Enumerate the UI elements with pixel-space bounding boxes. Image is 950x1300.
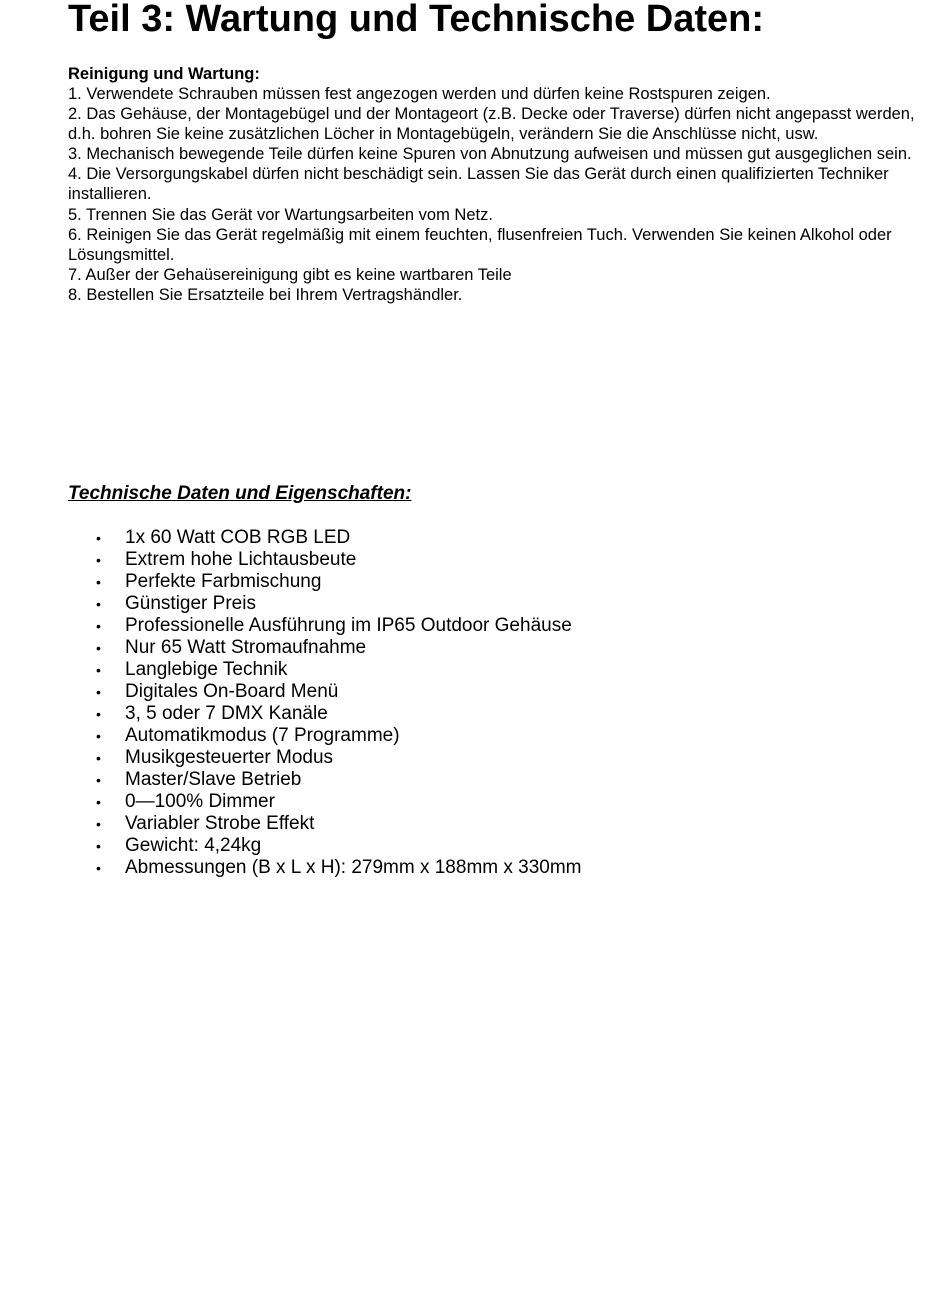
page-title: Teil 3: Wartung und Technische Daten: [68,0,765,40]
bullet-icon: • [96,530,101,546]
bullet-icon: • [96,552,101,568]
maintenance-item: 5. Trennen Sie das Gerät vor Wartungsarbeiten vom Netz. [68,205,493,224]
spec-item [68,725,582,747]
spec-item-text: Abmessungen (B x L x H): 279mm x 188mm x 330mm [125,857,582,878]
spec-item-text: 3, 5 oder 7 DMX Kanäle [125,703,328,724]
spec-item-text: Nur 65 Watt Stromaufnahme [125,637,367,658]
spec-item-text: Automatikmodus (7 Programme) [125,725,400,746]
spec-item-text: 1x 60 Watt COB RGB LED [125,527,351,548]
spec-item [68,527,582,549]
bullet-icon: • [96,860,101,876]
maintenance-list [68,84,928,305]
bullet-icon: • [96,706,101,722]
spec-item [68,549,582,571]
specs-heading: Technische Daten und Eigenschaften: [68,483,412,504]
bullet-icon: • [96,728,101,744]
maintenance-item: 8. Bestellen Sie Ersatzteile bei Ihrem Vertragshändler. [68,285,463,304]
specs-list [68,527,582,879]
spec-item-text: Extrem hohe Lichtausbeute [125,549,357,570]
bullet-icon: • [96,618,101,634]
spec-item [68,813,582,835]
spec-item [68,769,582,791]
spec-item-text: Musikgesteuerter Modus [125,747,334,768]
spec-item-text: Günstiger Preis [125,593,256,614]
maintenance-item: 3. Mechanisch bewegende Teile dürfen keine Spuren von Abnutzung aufweisen und müssen gut ausgeglichen sein. [68,145,912,164]
spec-item [68,593,582,615]
spec-item [68,857,582,879]
document-page [68,0,928,878]
bullet-icon: • [96,794,101,810]
bullet-icon: • [96,772,101,788]
bullet-icon: • [96,574,101,590]
spec-item-text: Digitales On-Board Menü [125,681,339,702]
spec-item-text: 0—100% Dimmer [125,791,275,812]
bullet-icon: • [96,596,101,612]
spec-item-text: Perfekte Farbmischung [125,571,322,592]
bullet-icon: • [96,816,101,832]
spec-item [68,747,582,769]
bullet-icon: • [96,662,101,678]
bullet-icon: • [96,640,101,656]
bullet-icon: • [96,750,101,766]
spec-item-text: Langlebige Technik [125,659,288,680]
maintenance-item: 7. Außer der Gehaüsereinigung gibt es keine wartbaren Teile [68,265,512,284]
spec-item [68,791,582,813]
spec-item [68,835,582,857]
maintenance-heading: Reinigung und Wartung: [68,65,260,83]
spec-item [68,703,582,725]
spec-item-text: Gewicht: 4,24kg [125,835,262,856]
spec-item [68,659,582,681]
spec-item [68,637,582,659]
spec-item-text: Master/Slave Betrieb [125,769,302,790]
bullet-icon: • [96,684,101,700]
maintenance-item: 1. Verwendete Schrauben müssen fest angezogen werden und dürfen keine Rostspuren zeigen. [68,85,771,103]
spec-item [68,571,582,593]
spec-item [68,681,582,703]
maintenance-item: 2. Das Gehäuse, der Montagebügel und der Montageort (z.B. Decke oder Traverse) dürfen nicht angepasst werden, d.h. bohren Sie keine zusätzlichen Löcher in Montagebügeln, verändern Sie die Anschlüsse nicht, usw. [68,105,915,144]
bullet-icon: • [96,838,101,854]
spec-item-text: Variabler Strobe Effekt [125,813,315,834]
maintenance-item: 4. Die Versorgungskabel dürfen nicht beschädigt sein. Lassen Sie das Gerät durch einen qualifizierten Techniker installieren. [68,165,889,204]
spec-item [68,615,582,637]
spec-item-text: Professionelle Ausführung im IP65 Outdoor Gehäuse [125,615,572,636]
maintenance-item: 6. Reinigen Sie das Gerät regelmäßig mit einem feuchten, flusenfreien Tuch. Verwenden Sie keinen Alkohol oder Lösungsmittel. [68,225,892,264]
